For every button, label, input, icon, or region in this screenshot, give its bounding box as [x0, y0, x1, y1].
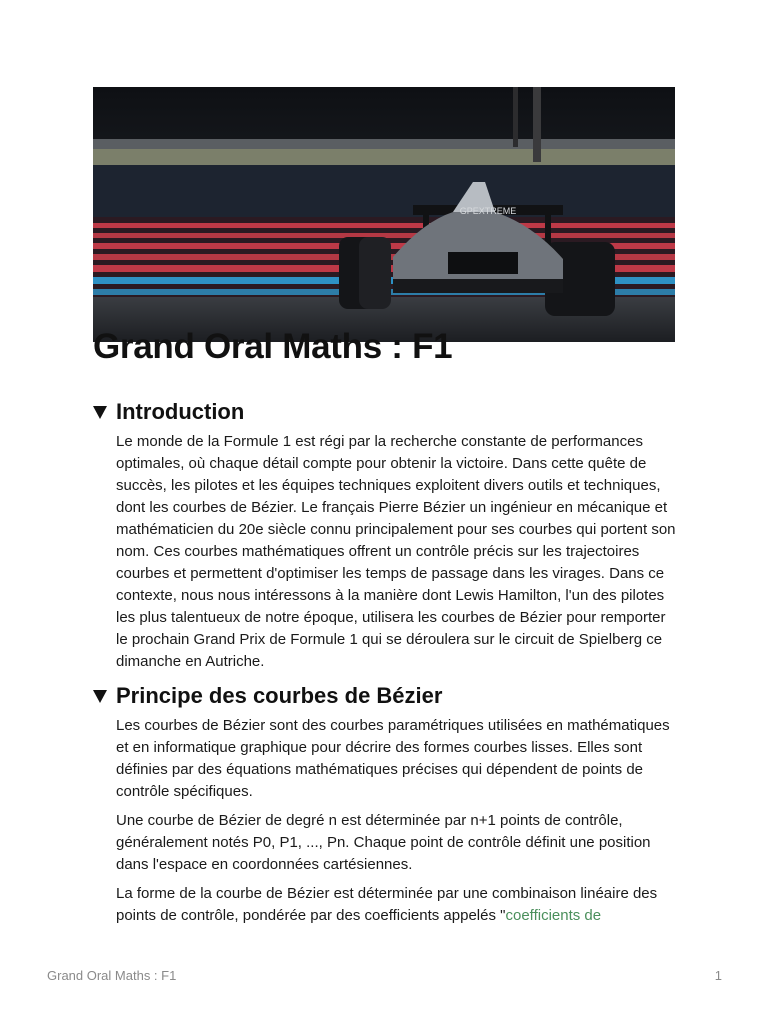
section-heading-bezier-principle[interactable]: [93, 682, 683, 710]
paragraph: Le monde de la Formule 1 est régi par la recherche constante de performances optimales, où chaque détail compte pour obtenir la victoire. Dans cette quête de succès, les pilotes et les équipes techniques exploitent divers outils et techniques, dont les courbes de Bézier. Le français Pierre Bézier un ingénieur en mécanique et mathématicien du 20e siècle connu principalement pour ses courbes qui portent son nom. Ces courbes mathématiques offrent un contrôle précis sur les trajectoires courbes et permettent d'optimiser les temps de passage dans les virages. Dans ce contexte, nous nous intéressons à la manière dont Lewis Hamilton, l'un des pilotes les plus talentueux de notre époque, utilisera les courbes de Bézier pour remporter le prochain Grand Prix de Formule 1 qui se déroulera sur le circuit de Spielberg ce dimanche en Autriche.: [116, 433, 676, 670]
toggle-triangle-icon[interactable]: [93, 690, 107, 703]
section-introduction: [93, 398, 683, 680]
footer-page-number: 1: [714, 968, 722, 983]
section-heading-introduction[interactable]: [93, 398, 683, 426]
paragraph: Les courbes de Bézier sont des courbes paramétriques utilisées en mathématiques et en informatique graphique pour décrire des formes courbes lisses. Elles sont définies par des équations mathématiques précises qui dépendent de points de contrôle spécifiques.: [116, 717, 670, 800]
cover-image: [93, 87, 675, 342]
section-bezier-principle: [93, 682, 683, 934]
coefficients-link[interactable]: coefficients de: [505, 907, 602, 924]
toggle-triangle-icon[interactable]: [93, 406, 107, 419]
page-title: Grand Oral Maths : F1: [93, 327, 453, 366]
f1-car-photo: [93, 87, 675, 342]
section-heading-label: Principe des courbes de Bézier: [116, 683, 443, 708]
footer-title: Grand Oral Maths : F1: [47, 968, 177, 983]
section-heading-label: Introduction: [116, 399, 245, 424]
car-livery-text: GPEXTREME: [459, 206, 517, 216]
paragraph-with-link: [116, 883, 681, 927]
paragraph-text: La forme de la courbe de Bézier est déterminée par une combinaison linéaire des points de contrôle, pondérée par des coefficients appelés ": [116, 885, 658, 924]
paragraph: Une courbe de Bézier de degré n est déterminée par n+1 points de contrôle, généralement notés P0, P1, ..., Pn. Chaque point de contrôle définit une position dans l'espace en coordonnées cartésiennes.: [116, 812, 651, 873]
